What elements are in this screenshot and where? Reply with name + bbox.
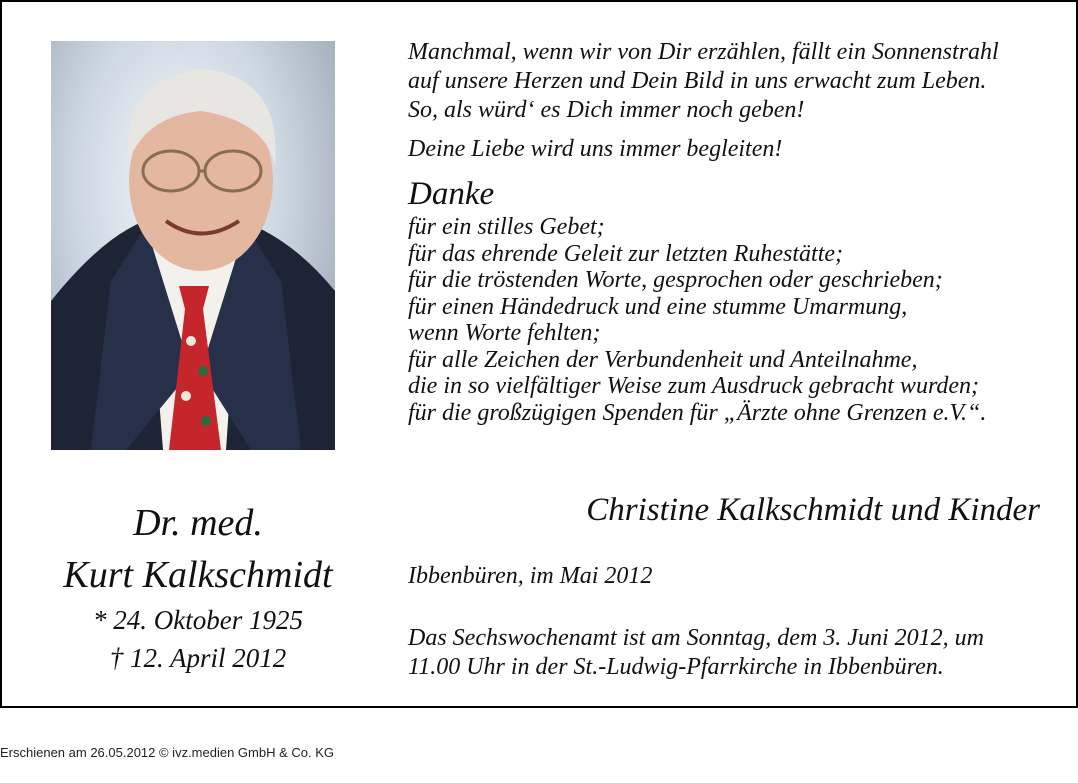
deceased-block	[22, 497, 374, 677]
birth-date: * 24. Oktober 1925	[93, 605, 303, 635]
portrait-illustration	[51, 41, 335, 450]
thanks-list	[408, 214, 1048, 426]
thanks-line: für die großzügigen Spenden für „Ärzte ohne Grenzen e.V.“.	[408, 399, 987, 426]
thanks-line: für das ehrende Geleit zur letzten Ruhestätte;	[408, 240, 844, 267]
thanks-line: für alle Zeichen der Verbundenheit und Anteilnahme,	[408, 346, 918, 373]
thanks-line: die in so vielfältiger Weise zum Ausdruck gebracht wurden;	[408, 373, 980, 399]
deceased-name: Kurt Kalkschmidt	[63, 554, 333, 596]
thanks-heading: Danke	[408, 176, 495, 212]
portrait-photo	[51, 41, 335, 450]
poem-closing: Deine Liebe wird uns immer begleiten!	[408, 136, 783, 162]
poem-line: So, als würd‘ es Dich immer noch geben!	[408, 97, 805, 123]
announcement	[408, 624, 1048, 682]
poem-line: auf unsere Herzen und Dein Bild in uns erwacht zum Leben.	[408, 68, 987, 94]
text-column	[408, 38, 1048, 426]
deceased-title: Dr. med.	[133, 502, 263, 544]
place-date: Ibbenbüren, im Mai 2012	[408, 563, 653, 589]
signature: Christine Kalkschmidt und Kinder	[586, 492, 1040, 528]
poem-line: Manchmal, wenn wir von Dir erzählen, fällt ein Sonnenstrahl	[408, 39, 999, 65]
thanks-line: wenn Worte fehlten;	[408, 320, 601, 346]
announcement-line: 11.00 Uhr in der St.-Ludwig-Pfarrkirche in Ibbenbüren.	[408, 654, 944, 680]
death-date: † 12. April 2012	[109, 643, 287, 673]
poem	[408, 38, 1048, 125]
publication-footer: Erschienen am 26.05.2012 © ivz.medien GmbH & Co. KG	[0, 745, 335, 760]
thanks-line: für ein stilles Gebet;	[408, 214, 605, 240]
thanks-line: für die tröstenden Worte, gesprochen oder geschrieben;	[408, 267, 943, 293]
announcement-line: Das Sechswochenamt ist am Sonntag, dem 3. Juni 2012, um	[408, 625, 984, 651]
thanks-line: für einen Händedruck und eine stumme Umarmung,	[408, 293, 908, 320]
